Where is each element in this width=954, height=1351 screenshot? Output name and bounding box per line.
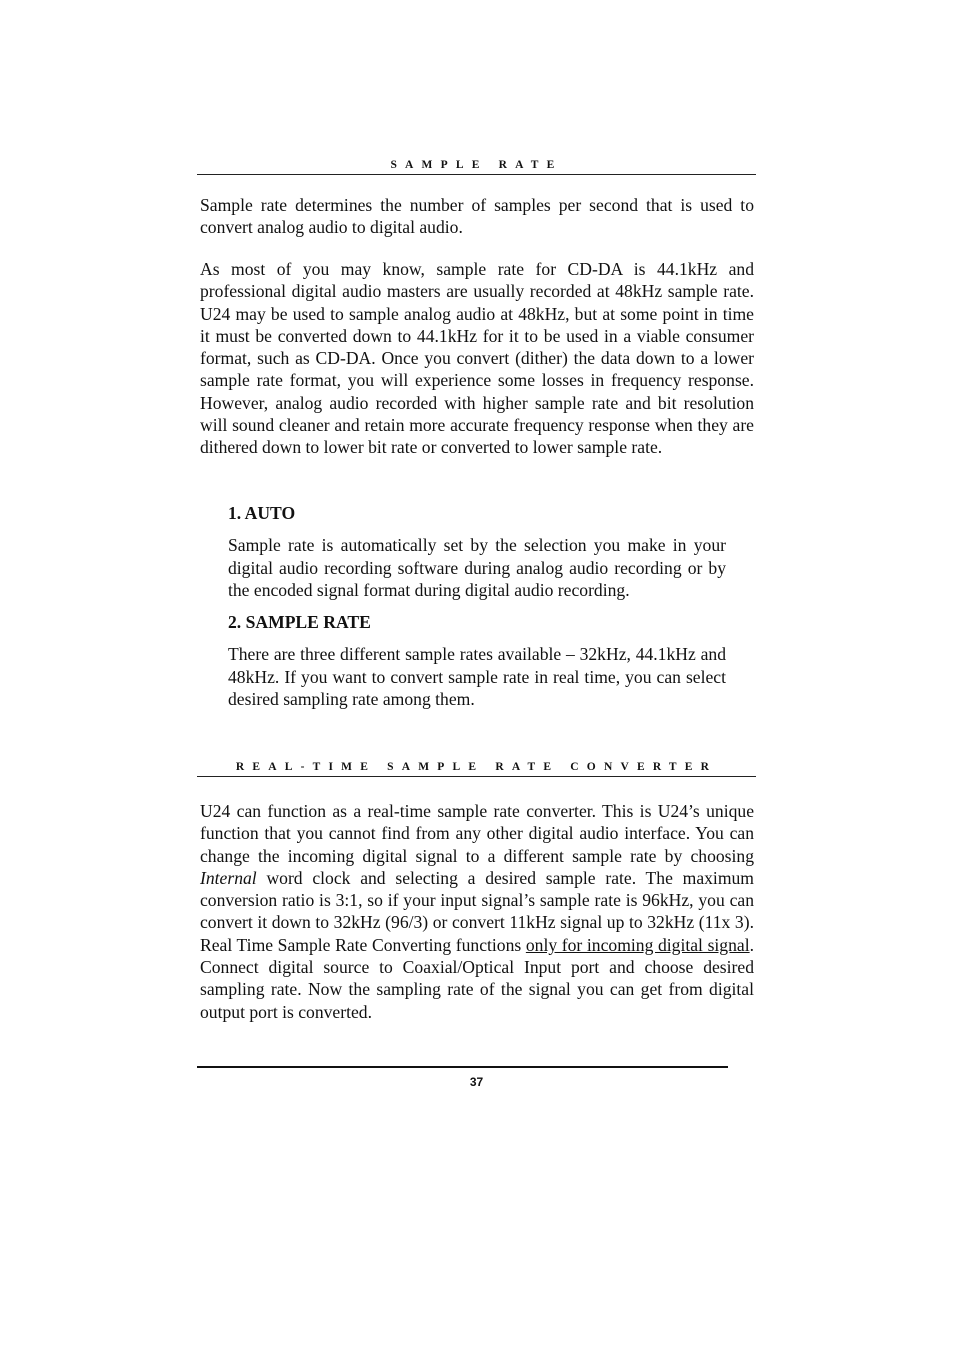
section-header-sample-rate: SAMPLE RATE [197, 158, 756, 175]
converter-text-part1: U24 can function as a real-time sample rate converter. This is U24’s unique function that you cannot find from any other digital audio interface. You can change the incoming digital signal to a different sample rate by choosing [200, 801, 754, 866]
page-number: 37 [469, 1075, 484, 1089]
internal-word-clock-term: Internal [200, 867, 257, 888]
cd-da-paragraph: As most of you may know, sample rate for CD-DA is 44.1kHz and professional digital audio masters are usually recorded at 48kHz sample rate. U24 may be used to sample analog audio at 48kHz, but at some point in time it must be converted down to 44.1kHz for it to be used in a viable consumer format, such as CD-DA. Once you convert (dither) the data down to a lower sample rate format, you will experience some losses in frequency response. However, analog audio recorded with higher sample rate and bit resolution will sound cleaner and retain more accurate frequency response when they are dithered down to lower bit rate or converted to lower sample rate. [200, 259, 754, 458]
intro-paragraph: Sample rate determines the number of samples per second that is used to convert analog audio to digital audio. [200, 195, 754, 238]
converter-text-part2: word clock and selecting a desired sample rate. The maximum conversion ratio is 3:1, so if your input signal’s sample rate is 96kHz, you can convert it down to 32kHz (96/3) or convert 11kHz signal up to 32kHz (11x 3). Real Time Sample Rate Converting functions [200, 867, 754, 955]
auto-heading: 1. AUTO [228, 503, 296, 523]
sample-rate-heading: 2. SAMPLE RATE [228, 612, 371, 632]
footer-rule [197, 1066, 728, 1068]
section-header-real-time-converter: REAL-TIME SAMPLE RATE CONVERTER [197, 760, 756, 777]
auto-description: Sample rate is automatically set by the selection you make in your digital audio recording software during analog audio recording or by the encoded signal format during digital audio recording. [228, 535, 726, 600]
sample-rate-description: There are three different sample rates available – 32kHz, 44.1kHz and 48kHz. If you want to convert sample rate in real time, you can select desired sampling rate among them. [228, 644, 726, 709]
converter-paragraph [200, 800, 754, 1023]
incoming-signal-emphasis: only for incoming digital signal [525, 934, 750, 955]
converter-text-part3: . Connect digital source to Coaxial/Optical Input port and choose desired sampling rate. Now the sampling rate of the signal you can get from digital output port is converted. [200, 934, 755, 1022]
